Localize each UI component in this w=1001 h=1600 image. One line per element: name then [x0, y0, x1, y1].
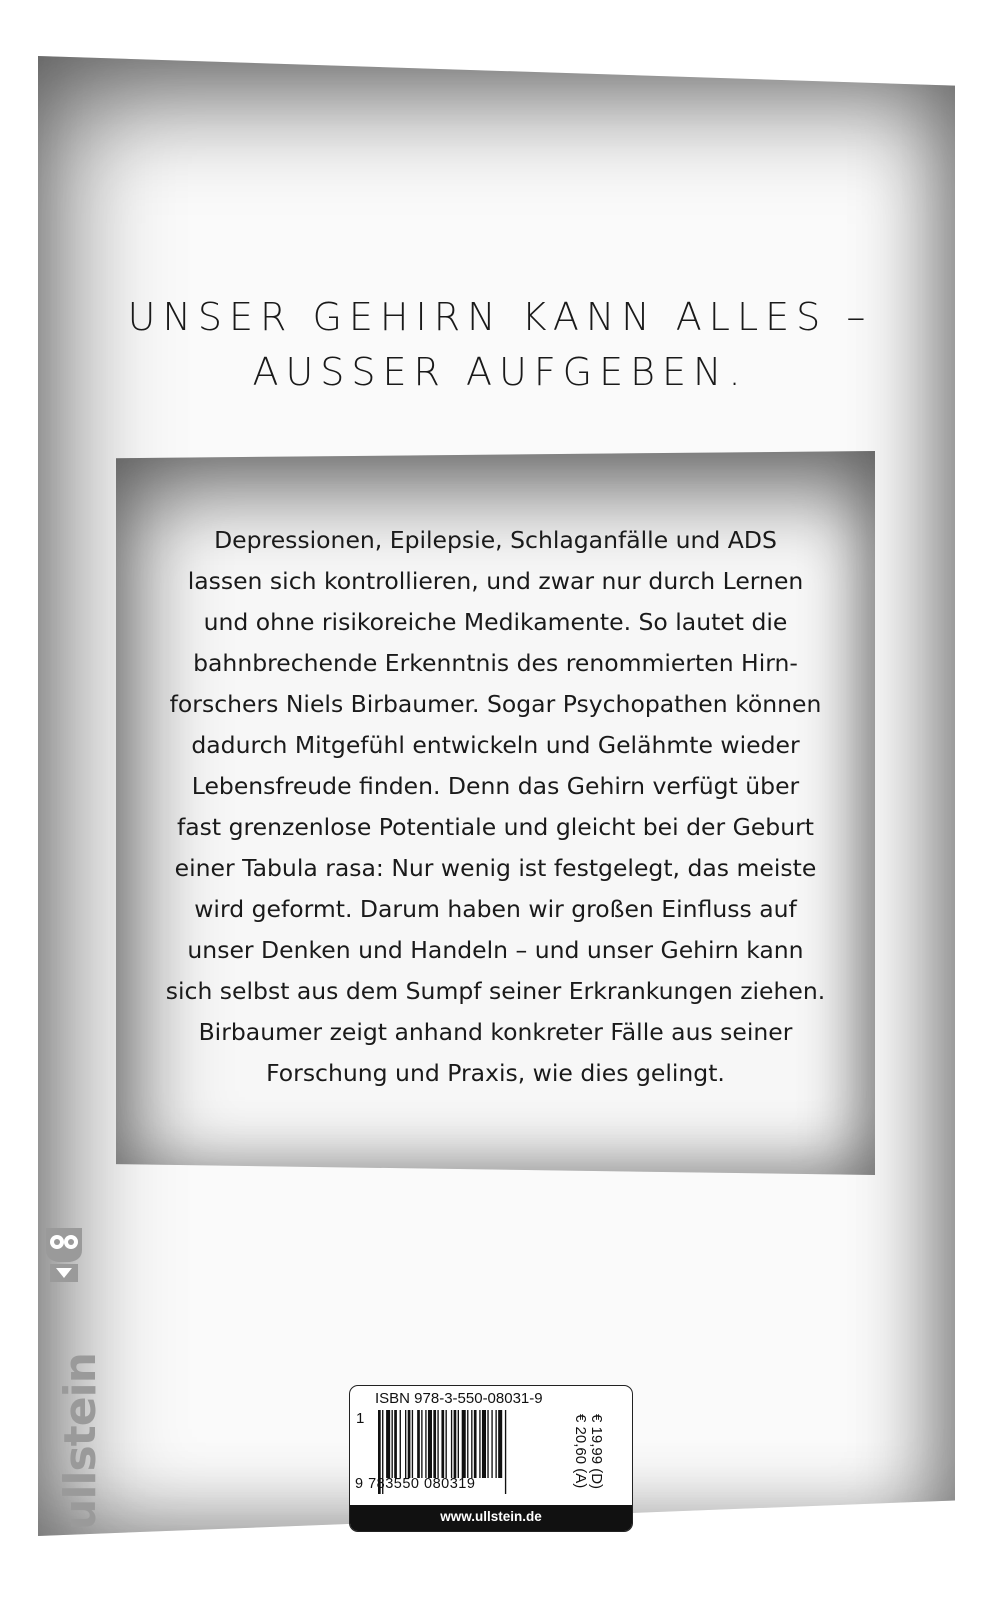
isbn-text: ISBN 978-3-550-08031-9 [375, 1390, 543, 1407]
blurb-line: Depressionen, Epilepsie, Schlaganfälle und ADS [214, 526, 777, 554]
barcode-bar [467, 1410, 468, 1478]
barcode-bar [462, 1410, 466, 1478]
headline-line-1: UNSER GEHIRN KANN ALLES – [127, 295, 873, 339]
publisher-wordmark: ullstein [55, 1353, 106, 1530]
blurb-line: einer Tabula rasa: Nur wenig ist festgelegt, das meiste [174, 854, 817, 882]
barcode-bar [408, 1410, 411, 1478]
price-austria: € 20,60 (A) [572, 1414, 589, 1489]
barcode-bar [441, 1410, 444, 1478]
barcode-bar [471, 1410, 472, 1478]
blurb-text [116, 520, 875, 1094]
barcode-bar [392, 1410, 393, 1478]
publisher-url: www.ullstein.de [350, 1505, 632, 1531]
barcode-bar [405, 1410, 406, 1478]
barcode-bar [479, 1410, 480, 1478]
barcode-lead-digit: 1 [356, 1410, 365, 1427]
blurb-line: lassen sich kontrollieren, und zwar nur durch Lernen [187, 567, 804, 595]
blurb-line: Forschung und Praxis, wie dies gelingt. [266, 1059, 725, 1087]
blurb-line: sich selbst aus dem Sumpf seiner Erkrankungen ziehen. [165, 977, 826, 1005]
headline [120, 290, 880, 400]
barcode-bar [474, 1410, 477, 1478]
barcode-digits: 9 783550 080319 [355, 1476, 476, 1492]
barcode-bar [498, 1410, 502, 1478]
barcode-bar [451, 1410, 452, 1478]
barcode-bar [412, 1410, 413, 1478]
barcode-label [349, 1385, 633, 1532]
barcode-bar [428, 1410, 432, 1478]
blurb-line: dadurch Mitgefühl entwickeln und Gelähmte wieder [191, 731, 800, 759]
barcode-bar [417, 1410, 420, 1478]
barcode-bar [491, 1410, 492, 1478]
blurb-line: forschers Niels Birbaumer. Sogar Psychopathen können [169, 690, 822, 718]
barcode-bar [425, 1410, 426, 1478]
headline-line-2: AUSSER AUFGEBEN. [252, 350, 748, 394]
owl-icon [36, 1220, 92, 1290]
blurb-line: wird geformt. Darum haben wir großen Einfluss auf [194, 895, 797, 923]
barcode-bar [421, 1410, 422, 1478]
blurb-line: Birbaumer zeigt anhand konkreter Fälle aus seiner [198, 1018, 793, 1046]
barcode-bar [482, 1410, 486, 1478]
barcode-bar [433, 1410, 436, 1478]
barcode-bar [495, 1410, 496, 1478]
barcode-bar [454, 1410, 457, 1478]
barcode-bar [446, 1410, 447, 1478]
barcode-bar [386, 1410, 390, 1478]
barcode-bar [394, 1410, 397, 1478]
barcode-bar [458, 1410, 459, 1478]
blurb-line: fast grenzenlose Potentiale und gleicht bei der Geburt [176, 813, 814, 841]
blurb-line: unser Denken und Handeln – und unser Gehirn kann [187, 936, 804, 964]
barcode-bar [437, 1410, 438, 1478]
barcode-bar [505, 1410, 506, 1494]
blurb-line: Lebensfreude finden. Denn das Gehirn verfügt über [191, 772, 800, 800]
barcode-bar [487, 1410, 488, 1478]
barcode-bar [400, 1410, 401, 1478]
price-germany: € 19,99 (D) [588, 1414, 605, 1490]
blurb-line: bahnbrechende Erkenntnis des renommierten Hirn- [193, 649, 798, 677]
blurb-line: und ohne risikoreiche Medikamente. So lautet die [203, 608, 788, 636]
